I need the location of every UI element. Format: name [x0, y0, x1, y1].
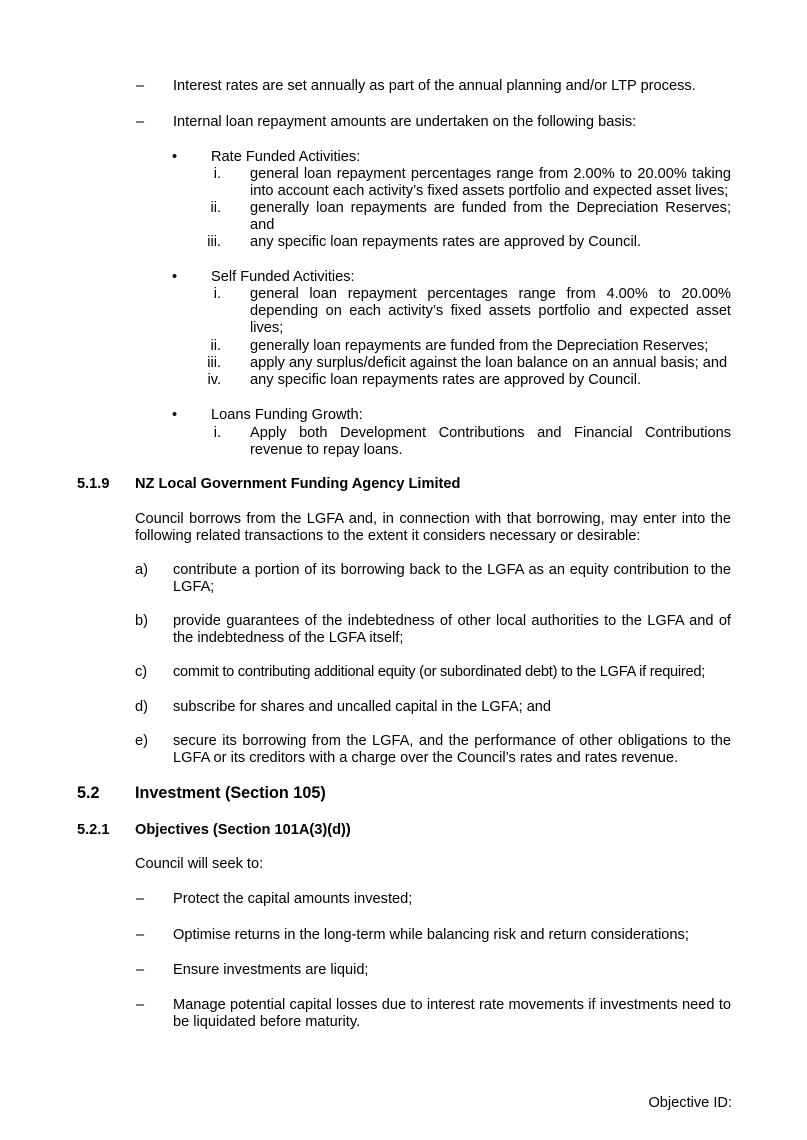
list-item: apply any surplus/deficit against the loan balance on an annual basis; and	[250, 355, 728, 371]
roman-numeral: iii.	[207, 234, 221, 250]
roman-numeral: iv.	[207, 372, 221, 388]
bullet-marker: •	[172, 269, 178, 285]
section-number: 5.2.1	[77, 822, 110, 838]
bullet-marker: •	[172, 149, 178, 165]
roman-numeral: i.	[213, 425, 221, 441]
section-intro: Council will seek to:	[135, 856, 264, 872]
item-letter: e)	[135, 733, 148, 749]
self-funded-label: Self Funded Activities:	[211, 269, 355, 285]
list-item: commit to contributing additional equity (or subordinated debt) to the LGFA if required;	[173, 664, 706, 680]
list-item: any specific loan repayments rates are approved by Council.	[250, 234, 641, 250]
rate-funded-label: Rate Funded Activities:	[211, 149, 361, 165]
item-letter: a)	[135, 562, 148, 578]
list-item: secure its borrowing from the LGFA, and the performance of other obligations to the LGFA or its creditors with a charge over the Council’s rates and rates revenue.	[173, 733, 731, 766]
roman-numeral: ii.	[210, 200, 221, 216]
section-intro: Council borrows from the LGFA and, in connection with that borrowing, may enter into the following related transactions to the extent it considers necessary or desirable:	[135, 511, 731, 544]
paragraph-interest-rates: Interest rates are set annually as part of the annual planning and/or LTP process.	[173, 78, 696, 94]
list-item: Apply both Development Contributions and Financial Contributions revenue to repay loans.	[250, 425, 731, 458]
objective-id-label: Objective ID:	[648, 1095, 732, 1111]
item-letter: d)	[135, 699, 148, 715]
list-item: general loan repayment percentages range from 2.00% to 20.00% taking into account each activity’s fixed assets portfolio and expected asset lives;	[250, 166, 731, 199]
list-item: Protect the capital amounts invested;	[173, 891, 413, 907]
dash-marker: –	[136, 997, 145, 1013]
list-item: general loan repayment percentages range from 4.00% to 20.00% depending on each activity’s fixed assets portfolio and expected asset lives;	[250, 286, 731, 336]
section-title: Investment (Section 105)	[135, 784, 326, 802]
roman-numeral: i.	[213, 166, 221, 182]
dash-marker: –	[136, 891, 145, 907]
section-number: 5.1.9	[77, 476, 110, 492]
dash-marker: –	[136, 927, 145, 943]
list-item: Manage potential capital losses due to interest rate movements if investments need to be liquidated before maturity.	[173, 997, 731, 1030]
section-number: 5.2	[77, 784, 100, 802]
loans-funding-growth-label: Loans Funding Growth:	[211, 407, 363, 423]
list-item: any specific loan repayments rates are approved by Council.	[250, 372, 641, 388]
list-item: Ensure investments are liquid;	[173, 962, 369, 978]
list-item: generally loan repayments are funded from the Depreciation Reserves; and	[250, 200, 731, 233]
paragraph-loan-repayment-basis: Internal loan repayment amounts are undertaken on the following basis:	[173, 114, 637, 130]
dash-marker: –	[136, 78, 145, 94]
section-title: Objectives (Section 101A(3)(d))	[135, 822, 351, 838]
list-item: subscribe for shares and uncalled capital in the LGFA; and	[173, 699, 552, 715]
list-item: contribute a portion of its borrowing back to the LGFA as an equity contribution to the LGFA;	[173, 562, 731, 595]
dash-marker: –	[136, 114, 145, 130]
roman-numeral: iii.	[207, 355, 221, 371]
bullet-marker: •	[172, 407, 178, 423]
dash-marker: –	[136, 962, 145, 978]
list-item: generally loan repayments are funded from the Depreciation Reserves;	[250, 338, 709, 354]
roman-numeral: i.	[213, 286, 221, 302]
list-item: provide guarantees of the indebtedness of other local authorities to the LGFA and of the indebtedness of the LGFA itself;	[173, 613, 731, 646]
roman-numeral: ii.	[210, 338, 221, 354]
item-letter: b)	[135, 613, 148, 629]
item-letter: c)	[135, 664, 148, 680]
list-item: Optimise returns in the long-term while balancing risk and return considerations;	[173, 927, 689, 943]
section-title: NZ Local Government Funding Agency Limited	[135, 476, 461, 492]
